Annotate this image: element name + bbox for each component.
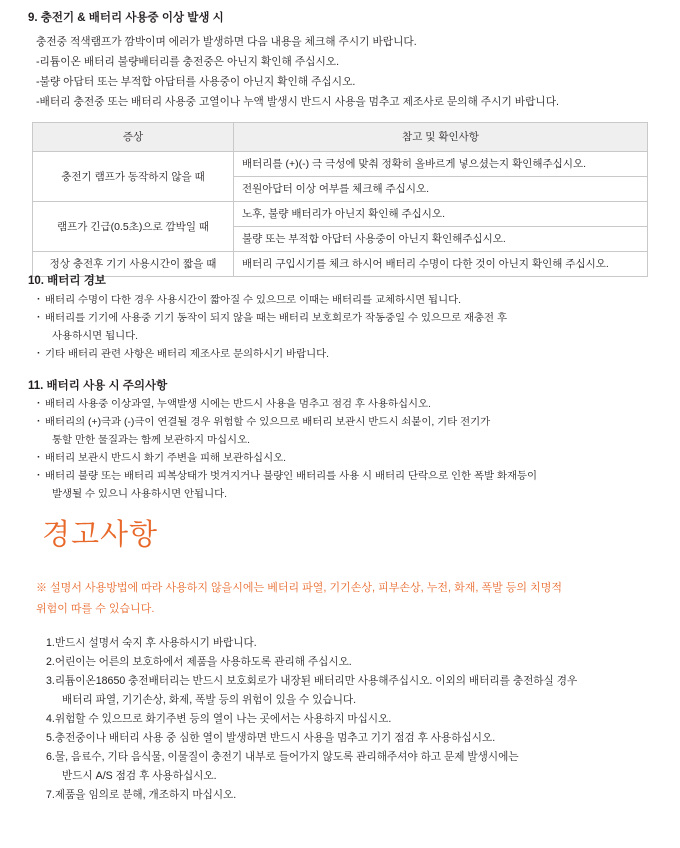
section-10-body	[36, 292, 656, 364]
list-item-subtext: 배터리 파열, 기기손상, 화제, 폭발 등의 위험이 있을 수 있습니다.	[62, 694, 357, 706]
cell-note: 노후, 불량 배터리가 아닌지 확인해 주십시오.	[234, 202, 648, 227]
cell-note: 배터리 구입시기를 체크 하시어 배터리 수명이 다한 것이 아닌지 확인해 주십시오.	[234, 252, 648, 277]
list-item	[36, 672, 656, 710]
cell-note: 전원아답터 이상 여부를 체크해 주십시오.	[234, 177, 648, 202]
table-row	[33, 202, 648, 227]
section-11-line: · 배터리 보관시 반드시 화기 주변을 피해 보관하십시오.	[36, 450, 656, 468]
list-item-text: 3.리튬이온18650 충전배터리는 반드시 보호회로가 내장된 배터리만 사용해주십시오. 이외의 배터리를 충전하실 경우	[46, 675, 578, 687]
warning-heading: 경고사항	[42, 519, 159, 551]
section-10-line: · 배터리 수명이 다한 경우 사용시간이 짧아질 수 있으므로 이때는 배터리를 교체하시면 됩니다.	[36, 292, 656, 310]
table-row	[33, 152, 648, 177]
list-item	[36, 653, 656, 672]
list-item-subtext: 반드시 A/S 점검 후 사용하십시오.	[62, 770, 217, 782]
list-item	[36, 634, 656, 653]
list-item	[36, 729, 656, 748]
list-item-text: 5.충전중이나 배터리 사용 중 심한 열이 발생하면 반드시 사용을 멈추고 기기 점검 후 사용하십시오.	[46, 732, 496, 744]
list-item-text: 7.제품을 임의로 분해, 개조하지 마십시오.	[46, 789, 237, 801]
cell-note: 배터리를 (+)(-) 극 극성에 맞춰 정확히 올바르게 넣으셨는지 확인해주십시오.	[234, 152, 648, 177]
table-row	[33, 252, 648, 277]
section-11-line-cont: 발생될 수 있으니 사용하시면 안됩니다.	[52, 489, 228, 500]
list-item-text: 2.어린이는 어른의 보호하에서 제품을 사용하도록 관리해 주십시오.	[46, 656, 352, 668]
list-item-text: 6.물, 음료수, 기타 음식물, 이물질이 충전기 내부로 들어가지 않도록 관리해주셔야 하고 문제 발생시에는	[46, 751, 519, 763]
section-9-line: 충전중 적색램프가 깜박이며 에러가 발생하면 다음 내용을 체크해 주시기 바랍니다.	[36, 36, 417, 48]
warning-note-line-2: 위험이 따를 수 있습니다.	[36, 603, 155, 615]
section-11-title: 11. 배터리 사용 시 주의사항	[28, 380, 168, 392]
section-9-line: -불량 아답터 또는 부적합 아답터를 사용중이 아닌지 확인해 주십시오.	[36, 76, 356, 88]
section-10-line-cont: 사용하시면 됩니다.	[52, 331, 139, 342]
column-header-notes: 참고 및 확인사항	[234, 123, 648, 152]
warning-list	[36, 634, 656, 805]
column-header-symptom: 증상	[33, 123, 234, 152]
section-9-title: 9. 충전기 & 배터리 사용중 이상 발생 시	[28, 12, 224, 24]
section-11-body	[36, 396, 656, 504]
section-10-line: · 배터리를 기기에 사용중 기기 동작이 되지 않을 때는 배터리 보호회로가 작동중일 수 있으므로 재충전 후	[36, 310, 656, 328]
section-11-line: · 배터리 사용중 이상과열, 누액발생 시에는 반드시 사용을 멈추고 점검 후 사용하십시오.	[36, 396, 656, 414]
warning-note	[36, 578, 656, 620]
cell-symptom: 램프가 긴급(0.5초)으로 깜박일 때	[33, 202, 234, 252]
list-item-text: 4.위험할 수 있으므로 화기주변 등의 열이 나는 곳에서는 사용하지 마십시오.	[46, 713, 392, 725]
section-11-line: · 배터리의 (+)극과 (-)극이 연결될 경우 위험할 수 있으므로 배터리 보관시 반드시 쇠붙이, 기타 전기가	[36, 414, 656, 432]
section-11-line: · 배터리 불량 또는 배터리 피복상태가 벗겨지거나 불량인 배터리를 사용 시 배터리 단락으로 인한 폭발 화재등이	[36, 468, 656, 486]
list-item	[36, 748, 656, 786]
list-item-text: 1.반드시 설명서 숙지 후 사용하시기 바랍니다.	[46, 637, 257, 649]
section-11-line-cont: 통할 만한 물질과는 함께 보관하지 마십시오.	[52, 435, 250, 446]
section-9-line: -리튬이온 배터리 불량배터리를 충전중은 아닌지 확인해 주십시오.	[36, 56, 340, 68]
list-item	[36, 786, 656, 805]
warning-note-line-1: ※ 설명서 사용방법에 따라 사용하지 않을시에는 베터리 파열, 기기손상, 피부손상, 누전, 화재, 폭발 등의 치명적	[36, 582, 562, 594]
list-item	[36, 710, 656, 729]
section-9-body	[36, 32, 656, 112]
section-10-title: 10. 배터리 경보	[28, 275, 106, 287]
cell-note: 불량 또는 부적합 아답터 사용중이 아닌지 확인해주십시오.	[234, 227, 648, 252]
cell-symptom: 정상 충전후 기기 사용시간이 짧을 때	[33, 252, 234, 277]
cell-symptom: 충전기 램프가 동작하지 않을 때	[33, 152, 234, 202]
section-10-line: · 기타 배터리 관련 사항은 배터리 제조사로 문의하시기 바랍니다.	[36, 346, 656, 364]
section-9-line: -배터리 충전중 또는 배터리 사용중 고열이나 누액 발생시 반드시 사용을 멈추고 제조사로 문의해 주시기 바랍니다.	[36, 96, 560, 108]
table-header-row	[33, 123, 648, 152]
troubleshooting-table	[32, 122, 648, 277]
